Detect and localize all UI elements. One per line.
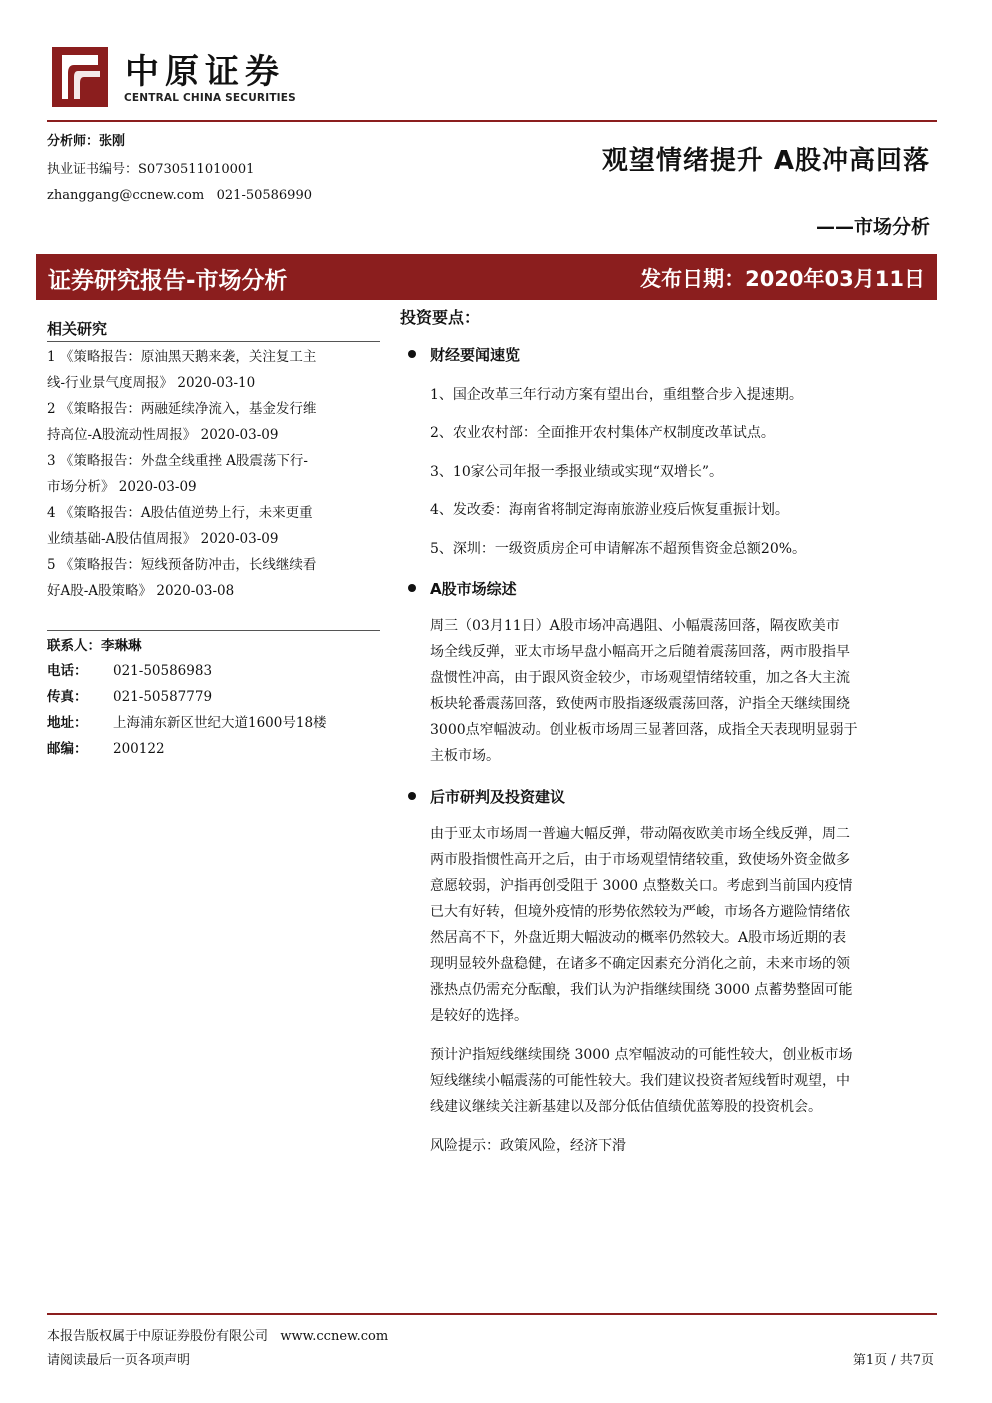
news-item: 2、农业农村部：全面推开农村集体产权制度改革试点。 xyxy=(430,425,775,441)
market-review-paragraph: 周三（03月11日）A股市场冲高遇阻、小幅震荡回落，隔夜欧美市 场全线反弹，亚太市场早盘小幅高开之后随着震荡回落，两市股指早 盘惯性冲高，由于跟风资金较少，市场观望情绪较重，加之各大主流 板块轮番震荡回落，致使两市股指逐级震荡回落，沪指全天继续围绕 3000点窄幅波动。创业板市场周三显著回落，成指全天表现明显弱于 主板市场。 xyxy=(430,618,858,764)
related-item[interactable]: 1 《策略报告：原油黑天鹅来袭，关注复工主 线-行业景气度周报》 2020-03-10 xyxy=(47,349,317,391)
divider xyxy=(47,341,380,342)
company-name-en: CENTRAL CHINA SECURITIES xyxy=(124,92,296,104)
news-item: 3、10家公司年报一季报业绩或实现“双增长”。 xyxy=(430,464,724,480)
related-research-heading: 相关研究 xyxy=(47,320,108,338)
contact-phone: 电话： 021-50586983 xyxy=(47,663,213,679)
analyst-email[interactable]: zhanggang@ccnew.com xyxy=(47,188,205,203)
related-item[interactable]: 4 《策略报告：A股估值逆势上行，未来更重 业绩基础-A股估值周报》 2020-03-09 xyxy=(47,505,313,547)
divider xyxy=(47,630,380,631)
bullet-icon xyxy=(408,792,416,800)
contact-address: 地址： 上海浦东新区世纪大道1600号18楼 xyxy=(47,715,327,731)
analyst-cert: 执业证书编号：S0730511010001 xyxy=(47,162,255,177)
investment-heading: 投资要点： xyxy=(400,308,481,327)
contact-person: 联系人：李琳琳 xyxy=(47,638,142,654)
publish-date: 发布日期：2020年03月11日 xyxy=(640,267,925,291)
footer-copyright: 本报告版权属于中原证券股份有限公司 www.ccnew.com xyxy=(47,1329,389,1344)
related-item[interactable]: 5 《策略报告：短线预备防冲击，长线继续看 好A股-A股策略》 2020-03-08 xyxy=(47,557,317,599)
page-number: 第1页 / 共7页 xyxy=(852,1353,934,1368)
footer-notice: 请阅读最后一页各项声明 xyxy=(47,1353,191,1368)
report-banner xyxy=(36,254,937,300)
report-subtitle: ——市场分析 xyxy=(815,216,930,238)
news-item: 4、发改委：海南省将制定海南旅游业疫后恢复重振计划。 xyxy=(430,502,789,518)
header-rule xyxy=(47,120,937,122)
risk-notice: 风险提示：政策风险，经济下滑 xyxy=(430,1138,626,1154)
footer-website-link[interactable]: www.ccnew.com xyxy=(280,1329,389,1344)
company-name-cn: 中原证券 xyxy=(125,52,285,92)
related-item[interactable]: 3 《策略报告：外盘全线重挫 A股震荡下行- 市场分析》 2020-03-09 xyxy=(47,453,308,495)
section-heading-market: A股市场综述 xyxy=(408,578,517,599)
analyst-name: 分析师：张刚 xyxy=(47,134,126,149)
contact-zip: 邮编： 200122 xyxy=(47,741,165,757)
report-category: 证券研究报告-市场分析 xyxy=(48,268,288,294)
news-item: 1、国企改革三年行动方案有望出台，重组整合步入提速期。 xyxy=(430,387,803,403)
section-heading-news: 财经要闻速览 xyxy=(408,344,520,365)
footer-rule xyxy=(47,1313,937,1315)
report-title: 观望情绪提升 A股冲高回落 xyxy=(601,146,930,176)
related-item[interactable]: 2 《策略报告：两融延续净流入，基金发行维 持高位-A股流动性周报》 2020-03-09 xyxy=(47,401,317,443)
analyst-contact: zhanggang@ccnew.com 021-50586990 xyxy=(47,188,312,203)
company-logo-icon xyxy=(52,47,108,107)
outlook-paragraph: 预计沪指短线继续围绕 3000 点窄幅波动的可能性较大，创业板市场 短线继续小幅震荡的可能性较大。我们建议投资者短线暂时观望，中 线建议继续关注新基建以及部分低估值绩优蓝筹股的投资机会。 xyxy=(430,1047,853,1115)
bullet-icon xyxy=(408,350,416,358)
news-item: 5、深圳：一级资质房企可申请解冻不超预售资金总额20%。 xyxy=(430,541,807,557)
section-heading-outlook: 后市研判及投资建议 xyxy=(408,786,565,807)
outlook-paragraph: 由于亚太市场周一普遍大幅反弹，带动隔夜欧美市场全线反弹，周二 两市股指惯性高开之后，由于市场观望情绪较重，致使场外资金做多 意愿较弱，沪指再创受阻于 3000 点整数关口。考虑到当前国内疫情 已大有好转，但境外疫情的形势依然较为严峻，市场各方避险情绪依 然居高不下，外盘近期大幅波动的概率仍然较大。A股市场近期的表 现明显较外盘稳健，在诸多不确定因素充分消化之前，未来市场的领 涨热点仍需充分酝酿，我们认为沪指继续围绕 3000 点蓄势整固可能 是较好的选择。 xyxy=(430,826,853,1024)
contact-fax: 传真： 021-50587779 xyxy=(47,689,213,705)
bullet-icon xyxy=(408,584,416,592)
